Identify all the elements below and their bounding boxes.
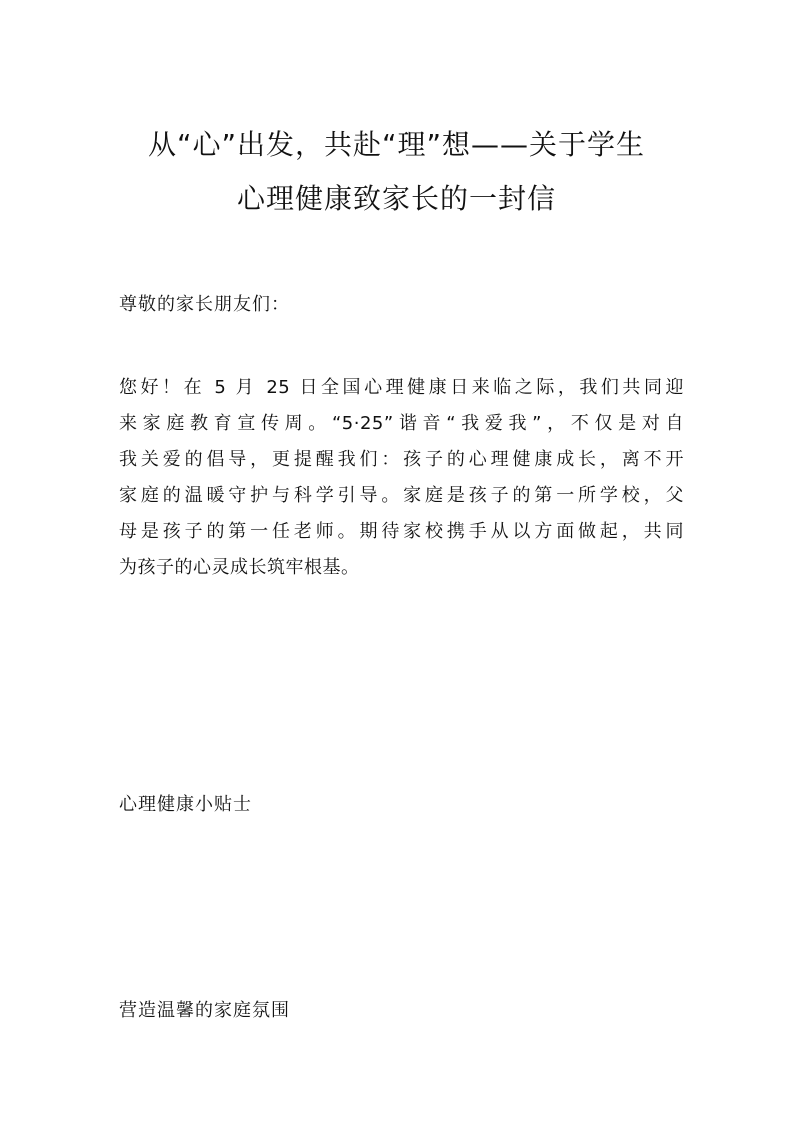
letter-title	[110, 118, 683, 226]
paragraph-line: 您好！在 5 月 25 日全国心理健康日来临之际，我们共同迎	[119, 377, 684, 398]
body-paragraph	[119, 370, 684, 586]
paragraph-line: 来家庭教育宣传周。“5·25”谐音“我爱我”，不仅是对自	[119, 413, 684, 434]
paragraph-line: 为孩子的心灵成长筑牢根基。	[119, 557, 360, 578]
paragraph-line: 家庭的温暖守护与科学引导。家庭是孩子的第一所学校，父	[119, 485, 684, 506]
paragraph-line: 母是孩子的第一任老师。期待家校携手从以方面做起，共同	[119, 521, 684, 542]
paragraph-line: 我关爱的倡导，更提醒我们：孩子的心理健康成长，离不开	[119, 449, 684, 470]
title-line-2: 心理健康致家长的一封信	[236, 182, 556, 215]
salutation: 尊敬的家长朋友们：	[119, 294, 290, 315]
title-line-1: 从“心”出发，共赴“理”想——关于学生	[147, 128, 646, 161]
section-subheading: 营造温馨的家庭氛围	[119, 1000, 290, 1021]
tips-heading: 心理健康小贴士	[119, 794, 252, 815]
